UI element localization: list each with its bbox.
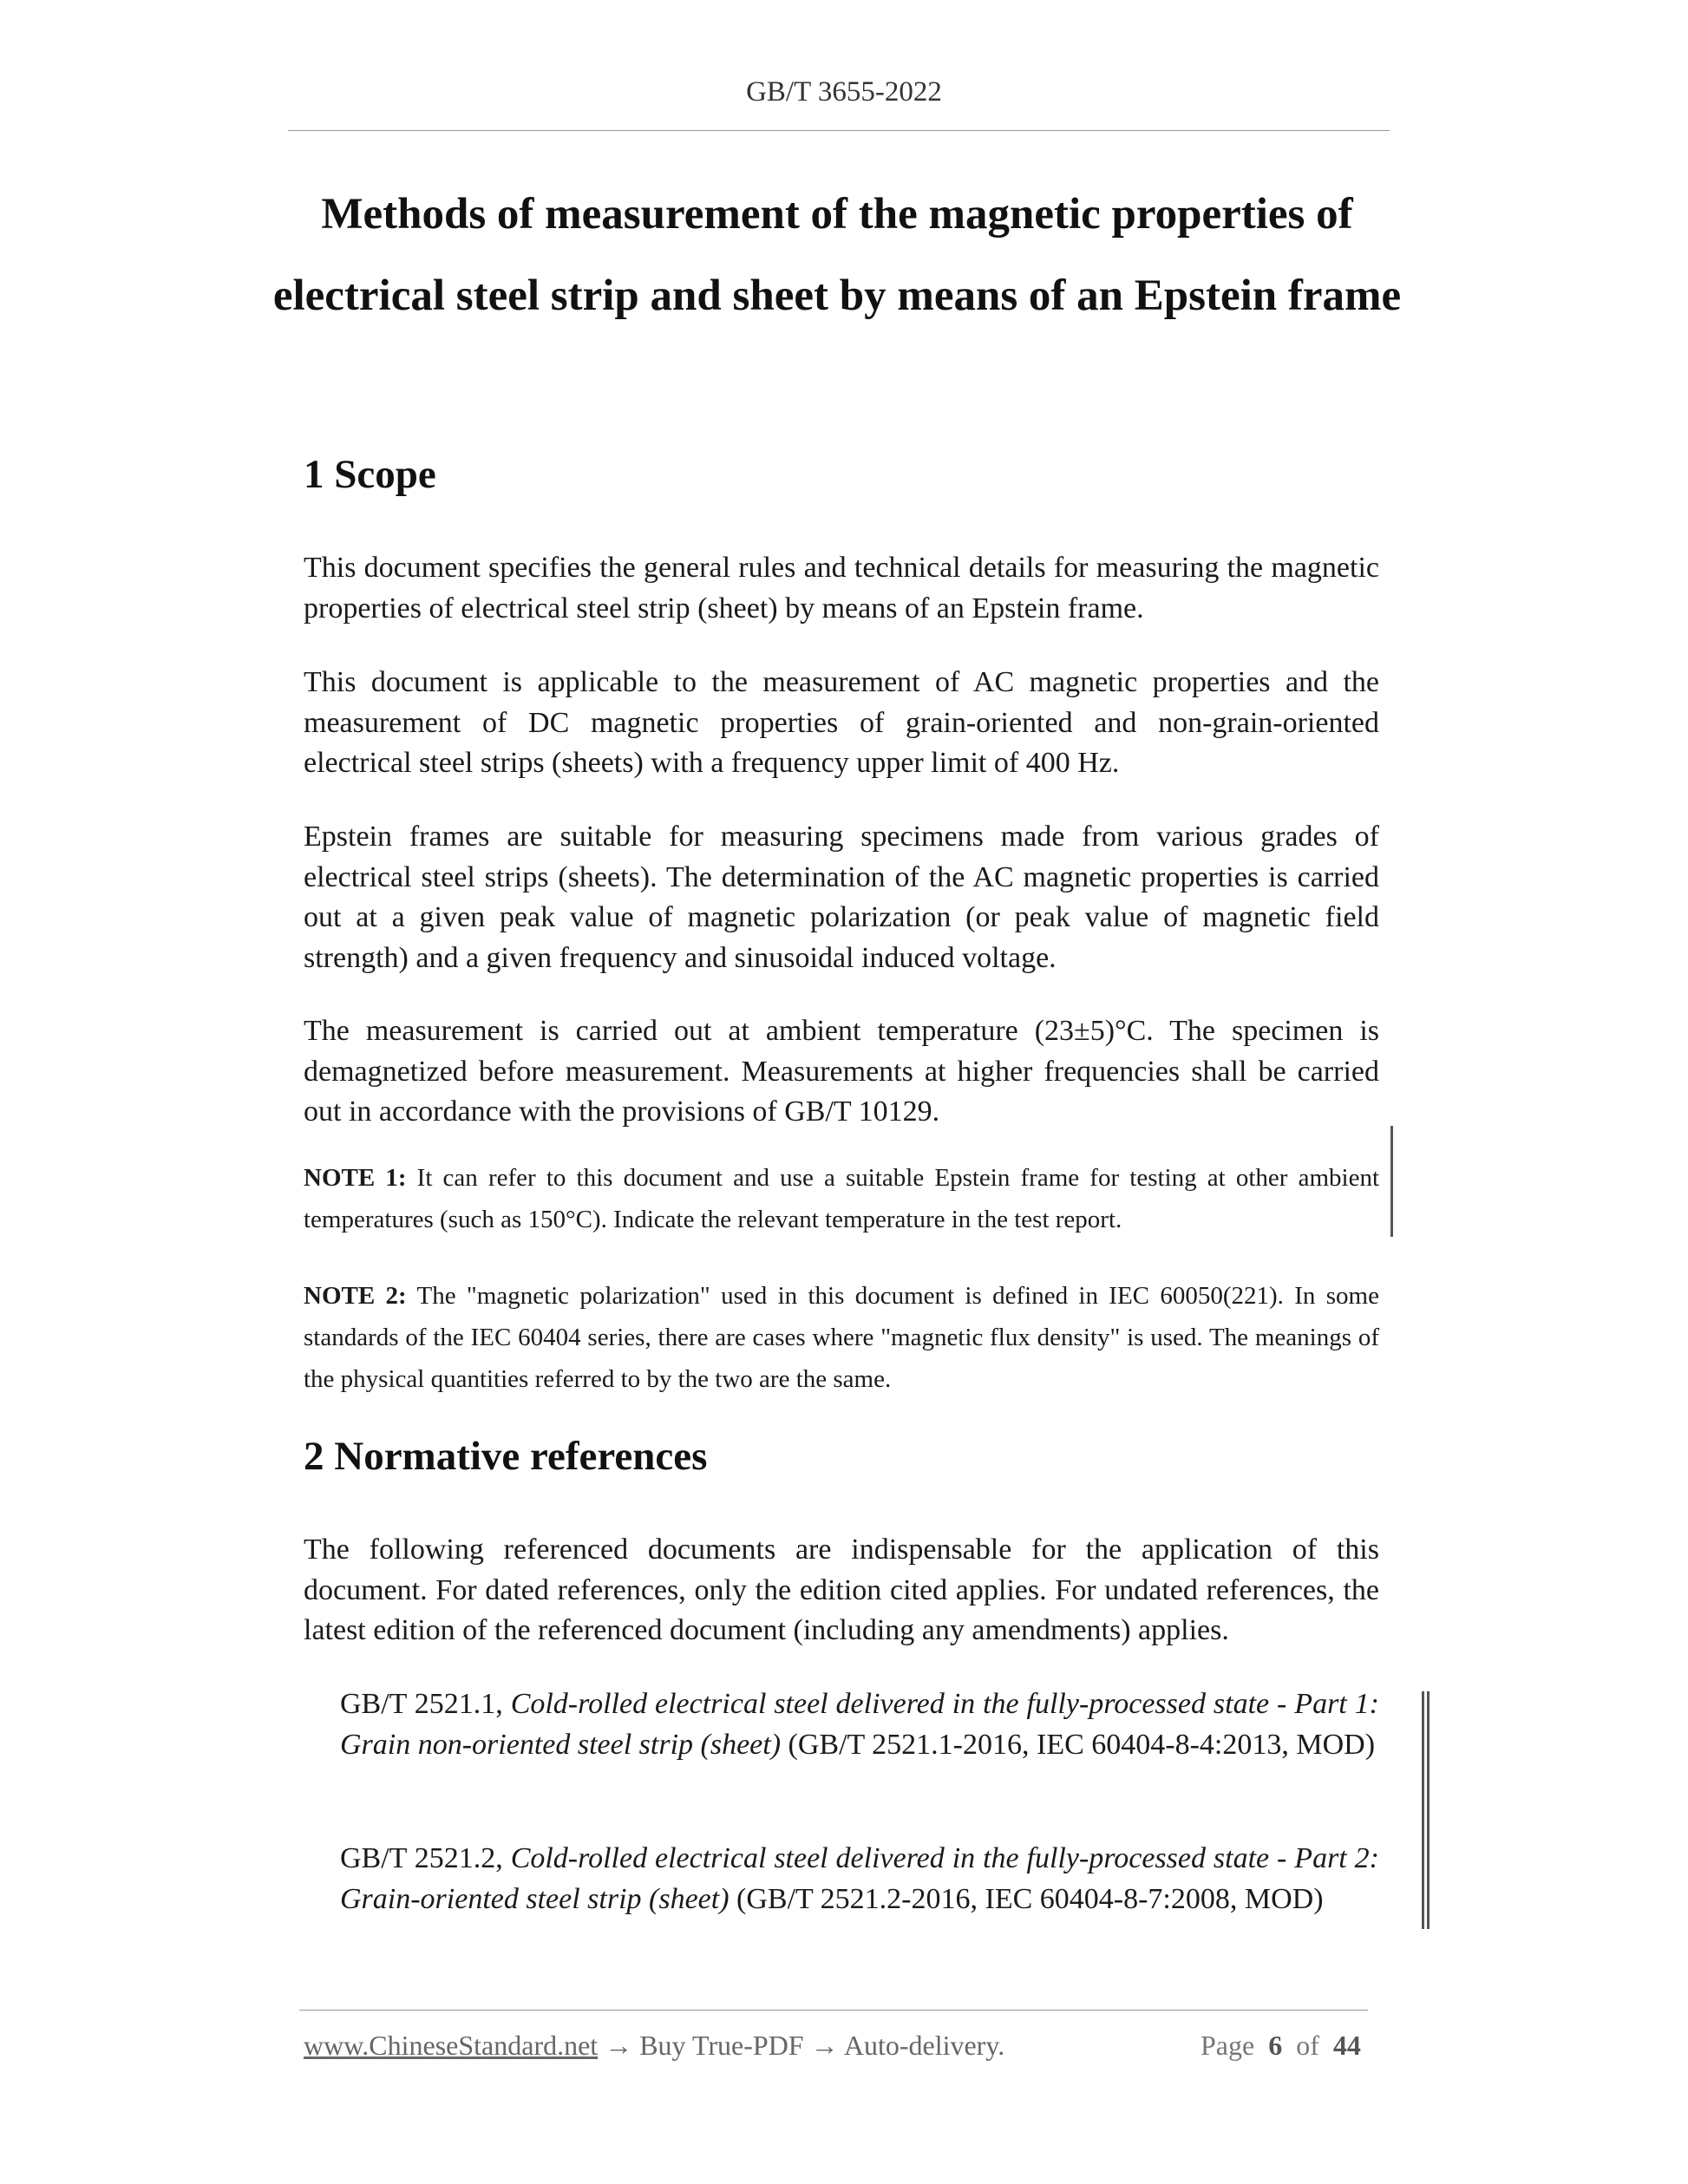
note-2-text: The "magnetic polarization" used in this document is defined in IEC 60050(221). In some standards of the IEC 60404 series, there are cases where "magnetic flux density" is used. The meanings of the physical quantities referred to by the two are the same. bbox=[304, 1282, 1379, 1393]
footer-divider bbox=[299, 2010, 1368, 2011]
document-title bbox=[260, 173, 1414, 337]
scope-paragraph-1: This document specifies the general rules and technical details for measuring the magnetic properties of electrical steel strip (sheet) by means of an Epstein frame. bbox=[304, 552, 1379, 624]
change-bar bbox=[1422, 1691, 1424, 1929]
page-total: 44 bbox=[1332, 2030, 1361, 2061]
website-link[interactable]: www.ChineseStandard.net bbox=[304, 2030, 599, 2061]
scope-paragraph-4: The measurement is carried out at ambient temperature (23±5)°C. The specimen is demagnetized before measurement. Measurements at higher frequencies shall be carried out in accordance with the provisions of GB/T 10129. bbox=[304, 1015, 1379, 1128]
page-current: 6 bbox=[1268, 2030, 1283, 2061]
footer-promo-text: → Buy True-PDF → Auto-delivery. bbox=[598, 2030, 1005, 2061]
change-bar bbox=[1390, 1126, 1393, 1237]
page-indicator bbox=[1201, 2030, 1361, 2062]
scope-paragraph-3: Epstein frames are suitable for measuring specimens made from various grades of electrical steel strips (sheets). The determination of the AC magnetic properties is carried out at a given peak value of magnetic polarization (or peak value of magnetic field strength) and a given frequency and sinusoidal induced voltage. bbox=[304, 821, 1379, 974]
note-1 bbox=[304, 1157, 1379, 1240]
note-2 bbox=[304, 1275, 1379, 1400]
footer-promo bbox=[304, 2030, 1004, 2062]
section-2-heading: 2 Normative references bbox=[304, 1434, 708, 1479]
reference-code: GB/T 2521.2, bbox=[340, 1842, 511, 1874]
reference-suffix: (GB/T 2521.2-2016, IEC 60404-8-7:2008, MOD) bbox=[729, 1882, 1324, 1915]
page-word: Page bbox=[1201, 2030, 1255, 2061]
reference-item bbox=[340, 1684, 1379, 1765]
change-bar bbox=[1427, 1691, 1430, 1929]
reference-item bbox=[340, 1839, 1379, 1919]
note-1-label: NOTE 1: bbox=[304, 1164, 407, 1192]
normative-intro: The following referenced documents are indispensable for the application of this document. For dated references, only the edition cited applies. For undated references, the latest edition of the referenced document (including any amendments) applies. bbox=[304, 1533, 1379, 1646]
section-1-heading: 1 Scope bbox=[304, 452, 436, 497]
header-doc-code: GB/T 3655-2022 bbox=[746, 76, 942, 108]
reference-suffix: (GB/T 2521.1-2016, IEC 60404-8-4:2013, MOD) bbox=[781, 1728, 1376, 1761]
page-of: of bbox=[1296, 2030, 1319, 2061]
reference-title: Cold-rolled electrical steel delivered in the fully-processed state - Part 2: Grain-oriented steel strip (sheet) bbox=[340, 1842, 1379, 1915]
header-divider bbox=[288, 130, 1390, 131]
note-2-label: NOTE 2: bbox=[304, 1282, 407, 1310]
scope-paragraph-2: This document is applicable to the measurement of AC magnetic properties and the measurement of DC magnetic properties of grain-oriented and non-grain-oriented electrical steel strips (sheets) with a frequency upper limit of 400 Hz. bbox=[304, 666, 1379, 779]
reference-code: GB/T 2521.1, bbox=[340, 1688, 511, 1720]
reference-title: Cold-rolled electrical steel delivered in the fully-processed state - Part 1: Grain non-oriented steel strip (sheet) bbox=[340, 1688, 1379, 1761]
document-title-line-2: electrical steel strip and sheet by means of an Epstein frame bbox=[272, 271, 1402, 320]
note-1-text: It can refer to this document and use a suitable Epstein frame for testing at other ambient temperatures (such as 150°C). Indicate the relevant temperature in the test report. bbox=[304, 1164, 1380, 1233]
document-title-line-1: Methods of measurement of the magnetic properties of bbox=[321, 190, 1353, 239]
